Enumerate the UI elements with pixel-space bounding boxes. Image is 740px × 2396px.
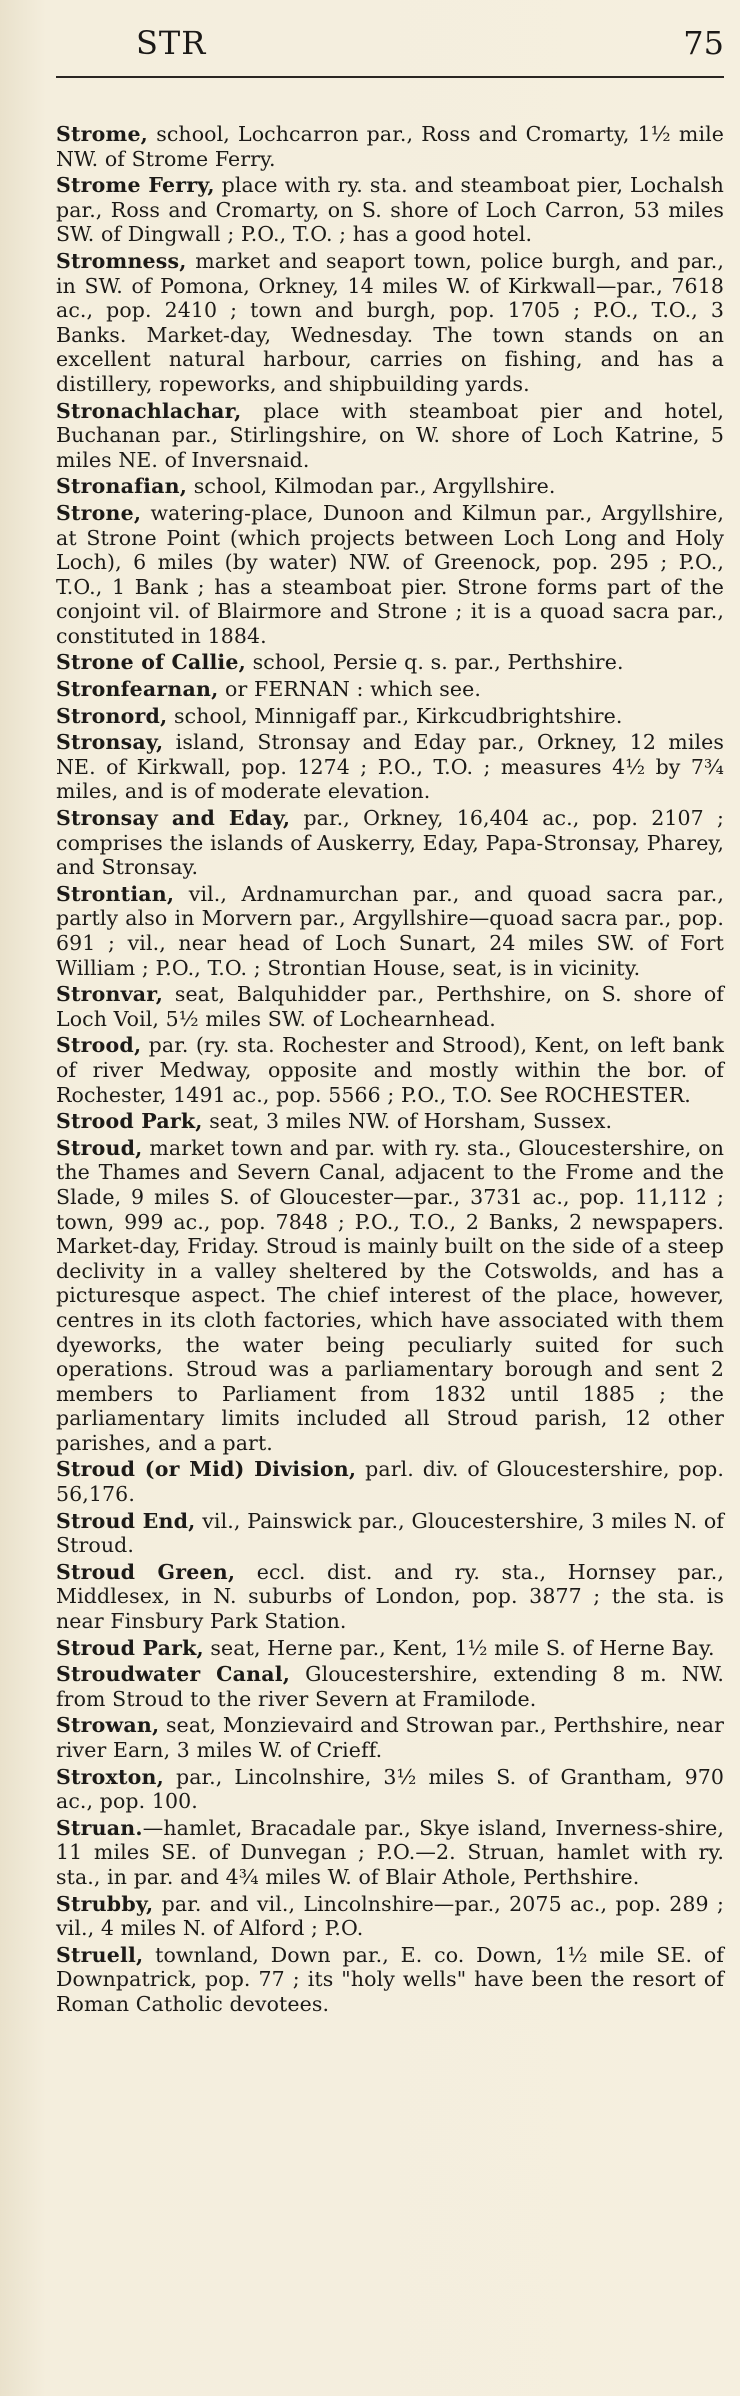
entry [56,1662,724,1711]
entry [56,1713,724,1762]
entry-headword: Stroxton, [56,1764,164,1789]
entry-headword: Stronafian, [56,474,188,499]
page-number: 75 [683,24,724,62]
entry-text: or FERNAN : which see. [218,677,481,702]
entry [56,1943,724,2017]
entry-headword: Strood, [56,1033,142,1058]
entry-headword: Stroudwater Canal, [56,1662,291,1687]
entry [56,399,724,473]
entry-text: par., Lincolnshire, 3½ miles S. of Grantham, 970 ac., pop. 100. [56,1764,724,1814]
entry-headword: Stroud Green, [56,1559,236,1584]
entry-headword: Stroud (or Mid) Division, [56,1457,357,1482]
entry-text: —hamlet, Bracadale par., Skye island, Inverness-shire, 11 miles SE. of Dunvegan ; P.O.—2. Struan, hamlet with ry. sta., in par. and 4¾ miles W. of Blair Athole, Perthshire. [56,1815,724,1889]
running-head [56,20,724,78]
entry-headword: Strome Ferry, [56,173,215,198]
entry-text: place with ry. sta. and steamboat pier, Lochalsh par., Ross and Cromarty, on S. shore of Loch Carron, 53 miles SW. of Dingwall ; P.O., T.O. ; has a good hotel. [56,173,724,247]
entry-text: watering-place, Dunoon and Kilmun par., Argyllshire, at Strone Point (which projects between Loch Long and Holy Loch), 6 miles (by water) NW. of Greenock, pop. 295 ; P.O., T.O., 1 Bank ; has a steamboat pier. Strone forms part of the conjoint vil. of Blairmore and Strone ; it is a quoad sacra par., constituted in 1884. [56,500,724,648]
entry-headword: Struan. [56,1815,143,1840]
entry [56,1636,724,1661]
entry [56,650,724,675]
entry-headword: Stronfearnan, [56,677,219,702]
entry [56,173,724,247]
entry-headword: Strowan, [56,1713,160,1738]
entry-text: parl. div. of Gloucestershire, pop. 56,176. [56,1457,724,1507]
entry-headword: Stroud Park, [56,1635,204,1660]
entry-headword: Stronord, [56,703,168,728]
entry [56,474,724,499]
entry [56,122,724,171]
entry-headword: Struell, [56,1942,144,1967]
entry [56,501,724,649]
entry [56,1560,724,1634]
entry-text: place with steamboat pier and hotel, Buchanan par., Stirlingshire, on W. shore of Loch Katrine, 5 miles NE. of Inversnaid. [56,398,724,472]
entry-headword: Strone of Callie, [56,650,247,675]
entry [56,1457,724,1506]
entry-list [56,122,724,2017]
entry-text: townland, Down par., E. co. Down, 1½ mile SE. of Downpatrick, pop. 77 ; its "holy wells" have been the resort of Roman Catholic devotees. [56,1942,724,2016]
entry-headword: Stroud, [56,1135,143,1160]
entry [56,730,724,804]
entry-headword: Stroud End, [56,1508,196,1533]
entry-text: school, Lochcarron par., Ross and Cromarty, 1½ mile NW. of Strome Ferry. [56,122,724,171]
entry [56,677,724,702]
entry-headword: Stromness, [56,248,187,273]
entry-text: seat, Balquhidder par., Perthshire, on S. shore of Loch Voil, 5½ miles SW. of Lochearnhead. [56,982,724,1031]
entry-text: school, Persie q. s. par., Perthshire. [246,650,624,675]
entry-headword: Stronsay, [56,730,164,755]
entry-text: eccl. dist. and ry. sta., Hornsey par., Middlesex, in N. suburbs of London, pop. 3877 ; the sta. is near Finsbury Park Station. [56,1559,724,1634]
entry [56,249,724,397]
entry-headword: Stronachlachar, [56,398,242,423]
entry-text: island, Stronsay and Eday par., Orkney, 12 miles NE. of Kirkwall, pop. 1274 ; P.O., T.O. ; measures 4½ by 7¾ miles, and is of moderate elevation. [56,730,724,804]
entry-text: par. (ry. sta. Rochester and Strood), Kent, on left bank of river Medway, opposite and mostly within the bor. of Rochester, 1491 ac., pop. 5566 ; P.O., T.O. See ROCHESTER. [56,1033,724,1107]
entry-text: market and seaport town, police burgh, and par., in SW. of Pomona, Orkney, 14 miles W. of Kirkwall—par., 7618 ac., pop. 2410 ; town and burgh, pop. 1705 ; P.O., T.O., 3 Banks. Market-day, Wednesday. The town stands on an excellent natural harbour, carries on fishing, and has a distillery, ropeworks, and shipbuilding yards. [56,248,724,396]
entry-text: par. and vil., Lincolnshire—par., 2075 ac., pop. 289 ; vil., 4 miles N. of Alford ; P.O. [56,1891,724,1941]
entry-headword: Strome, [56,122,149,146]
entry [56,1033,724,1107]
entry-headword: Strontian, [56,881,175,906]
entry [56,1765,724,1814]
entry-text: Gloucestershire, extending 8 m. NW. from Stroud to the river Severn at Framilode. [56,1662,724,1711]
entry-text: school, Kilmodan par., Argyllshire. [187,474,556,499]
entry [56,1109,724,1134]
entry-text: vil., Ardnamurchan par., and quoad sacra par., partly also in Morvern par., Argyllshire—quoad sacra par., pop. 691 ; vil., near head of Loch Sunart, 24 miles SW. of Fort William ; P.O., T.O. ; Strontian House, seat, is in vicinity. [56,881,724,980]
entry-text: vil., Painswick par., Gloucestershire, 3 miles N. of Stroud. [56,1508,724,1558]
entry-text: seat, Herne par., Kent, 1½ mile S. of Herne Bay. [203,1635,715,1660]
entry-headword: Stronvar, [56,982,164,1007]
entry [56,882,724,980]
entry [56,704,724,729]
entry [56,806,724,880]
entry [56,1816,724,1890]
entry-headword: Strubby, [56,1891,154,1916]
entry-headword: Strood Park, [56,1109,203,1134]
entry [56,982,724,1031]
entry-headword: Strone, [56,500,142,525]
running-head-word: STR [136,24,207,62]
entry-text: market town and par. with ry. sta., Gloucestershire, on the Thames and Severn Canal, adjacent to the Frome and the Slade, 9 miles S. of Gloucester—par., 3731 ac., pop. 11,112 ; town, 999 ac., pop. 7848 ; P.O., T.O., 2 Banks, 2 newspapers. Market-day, Friday. Stroud is mainly built on the side of a steep declivity in a valley sheltered by the Cotswolds, and has a picturesque aspect. The chief interest of the place, however, centres in its cloth factories, which have associated with them dyeworks, the water being peculiarly suited for such operations. Stroud was a parliamentary borough and sent 2 members to Parliament from 1832 until 1885 ; the parliamentary limits included all Stroud parish, 12 other parishes, and a part. [56,1135,724,1455]
entry-text: par., Orkney, 16,404 ac., pop. 2107 ; comprises the islands of Auskerry, Eday, Papa-Stronsay, Pharey, and Stronsay. [56,806,724,880]
entry-text: school, Minnigaff par., Kirkcudbrightshire. [167,703,623,728]
entry [56,1892,724,1941]
entry [56,1509,724,1558]
entry-text: seat, Monzievaird and Strowan par., Perthshire, near river Earn, 3 miles W. of Crieff. [56,1713,724,1762]
entry-headword: Stronsay and Eday, [56,806,291,831]
entry [56,1136,724,1456]
entry-text: seat, 3 miles NW. of Horsham, Sussex. [202,1109,613,1134]
